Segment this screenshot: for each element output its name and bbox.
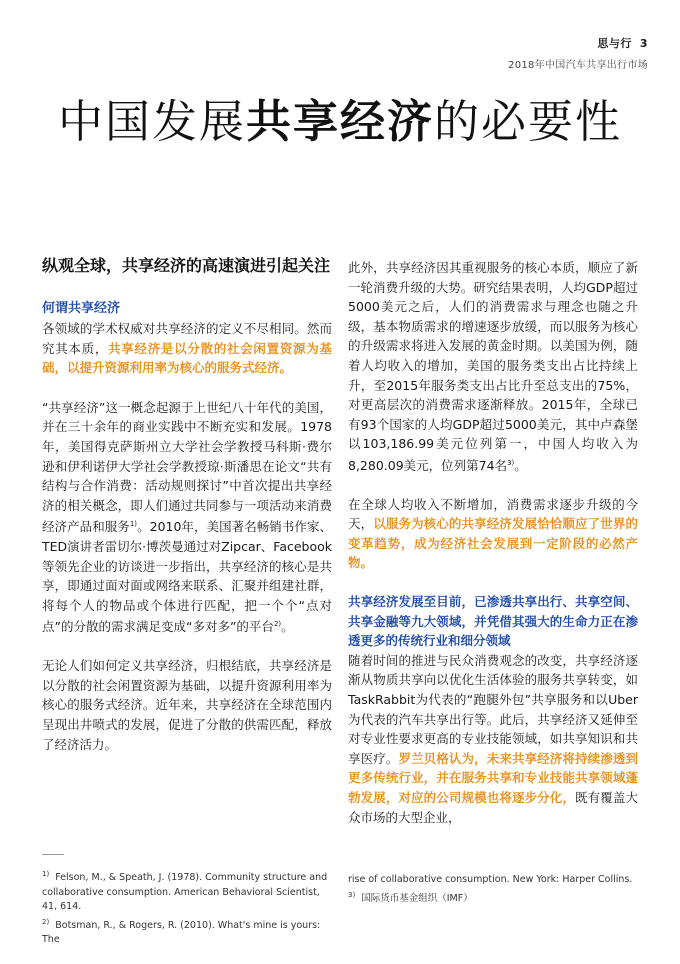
page-title: [0, 92, 680, 152]
history-text-c: 。: [281, 619, 294, 635]
definition-highlight: 共享经济是以分散的社会闲置资源为基础，以提升资源利用率为核心的服务式经济。: [42, 340, 332, 376]
subsection-heading-right: 共享经济发展至目前，已渗透共享出行、共享空间、共享金融等九大领域，并凭借其强大的生命力正在渗透更多的传统行业和细分领域: [348, 594, 638, 649]
subsection-heading: 何谓共享经济: [42, 301, 121, 316]
title-part-1: 中国发展: [57, 95, 246, 148]
definition-text: 各领域的学术权威对共享经济的定义不尽相同。然而究其本质，: [42, 321, 332, 356]
paragraph-definition: [42, 319, 332, 378]
footnote-3-number: 3): [348, 890, 356, 899]
footnote-2-number: 2): [42, 917, 50, 926]
footnote-2: [42, 915, 334, 948]
left-column: [42, 255, 332, 773]
history-text-a: “共享经济”这一概念起源于上世纪八十年代的美国，并在三十余年的商业实践中不断充实和发展。1978年，美国得克萨斯州立大学社会学教授马科斯·费尔逊和伊利诺伊大学社会学教授琼·斯潘思在论文“共有结构与合作消费：活动规则探讨”中首次提出共享经济的相关概念，即人们通过共同参与一项活动来消费经济产品和服务: [42, 399, 332, 535]
brand-name: 思与行: [597, 37, 632, 50]
title-part-3: 的必要性: [434, 95, 623, 148]
footnote-2-continued: rise of collaborative consumption. New York: Harper Collins.: [348, 874, 633, 885]
footnote-ref-1: 1): [129, 520, 138, 529]
footnote-1: [42, 867, 334, 915]
footnotes-right: [348, 873, 640, 906]
footnote-ref-2: 2): [273, 620, 282, 629]
footnotes-left: [42, 867, 334, 948]
development-tail: 既有覆盖大众市场的大型企业，: [348, 790, 638, 825]
paragraph-conclusion: 无论人们如何定义共享经济，归根结底，共享经济是以分散的社会闲置资源为基础，以提升资源利用率为核心的服务式经济。近年来，共享经济在全球范围内呈现出井喷式的发展，促进了分散的供需匹配，释放了经济活力。: [42, 658, 332, 752]
consumption-text-a: 此外，共享经济因其重视服务的核心本质，顺应了新一轮消费升级的大势。研究结果表明，人均GDP超过5000美元之后，人们的消费需求与理念也随之升级，基本物质需求的增速逐步放缓，而以服务为核心的升级需求将进入发展的黄金时期。以美国为例，随着人均收入的增加，美国的服务类支出占比持续上升，至2015年服务类支出占比升至总支出的75%，对更高层次的消费需求逐渐释放。2015年，全球已有93个国家的人均GDP超过5000美元，其中卢森堡以103,186.99美元位列第一，中国人均收入为8,280.09美元，位列第74名: [348, 260, 638, 474]
history-text-b: 。2010年，美国著名畅销书作家、TED演讲者雷切尔·博茨曼通过对Zipcar、Facebook等领先企业的访谈进一步指出，共享经济的核心是共享，即通过面对面或网络来联系、汇聚并组建社群，将每个人的物品或个体进行匹配，把一个个“点对点”的分散的需求满足变成“多对多”的平台: [42, 519, 333, 635]
paragraph-development: [348, 651, 638, 827]
paragraph-consumption: [348, 258, 638, 476]
consumption-text-b: 。: [514, 458, 527, 474]
trend-highlight: 以服务为核心的共享经济发展恰恰顺应了世界的变革趋势，成为经济社会发展到一定阶段的必然产物。: [348, 516, 638, 571]
report-subtitle: 2018年中国汽车共享出行市场: [508, 60, 648, 71]
development-highlight: 罗兰贝格认为，未来共享经济将持续渗透到更多传统行业，并在服务共享和专业技能共享领域蓬勃发展，对应的公司规模也将逐步分化，: [348, 750, 638, 805]
footnote-ref-3: 3): [507, 458, 515, 467]
trend-text: 在全球人均收入不断增加，消费需求逐步升级的今天，: [348, 496, 638, 532]
footnote-1-text: Felson, M., & Speath, J. (1978). Community structure and collaborative consumption. American Behavioral Scientist, 41, 614.: [42, 872, 328, 913]
footnote-divider: [42, 854, 64, 855]
title-part-2: 共享经济: [245, 95, 434, 148]
page-number: 3: [639, 37, 648, 50]
paragraph-trend: [348, 495, 638, 573]
footnote-1-number: 1): [42, 870, 50, 878]
paragraph-history: [42, 398, 332, 637]
footnote-2-text: Botsman, R., & Rogers, R. (2010). What's mine is yours: The: [42, 919, 321, 946]
development-text: 随着时间的推进与民众消费观念的改变，共享经济逐渐从物质共享向以优化生活体验的服务共享转变，如TaskRabbit为代表的“跑腿外包”共享服务和以Uber为代表的汽车共享出行等。此后，共享经济又延伸至对专业性要求更高的专业技能领域，如共享知识和共享医疗。: [348, 652, 638, 766]
footnote-3-text: 国际货币基金组织（IMF）: [361, 892, 473, 904]
brand-line: [508, 35, 648, 51]
page-header: [508, 35, 648, 71]
footnote-3: [348, 888, 640, 907]
section-heading: 纵观全球，共享经济的高速演进引起关注: [42, 256, 331, 275]
right-column: [348, 258, 638, 846]
